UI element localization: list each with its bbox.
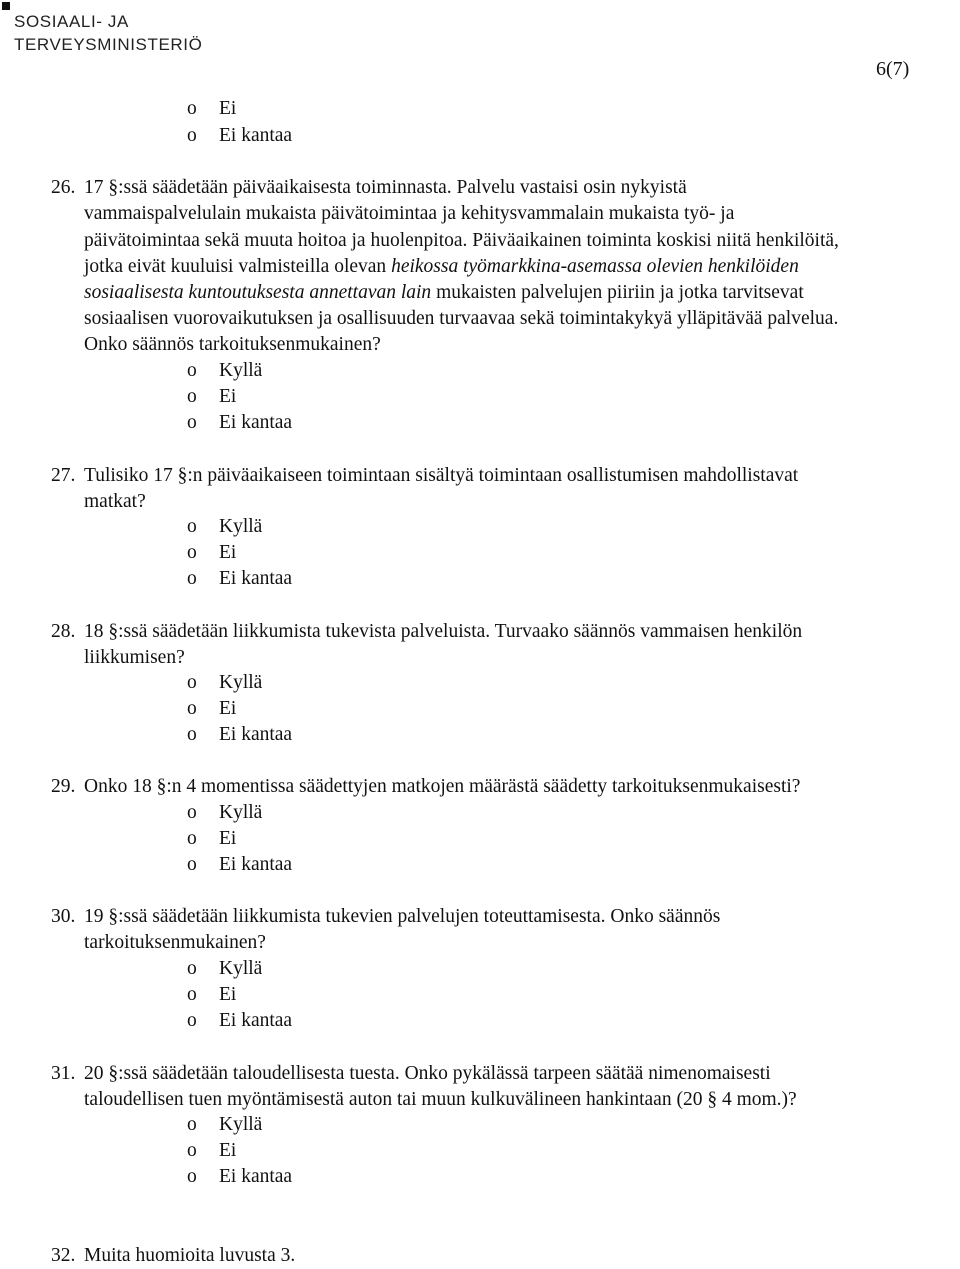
logo-line-1: SOSIAALI- JA	[14, 12, 129, 31]
q31-option-ei[interactable]: o Ei	[187, 1140, 237, 1161]
q28-option-kylla[interactable]: o Kyllä	[187, 672, 263, 693]
option-ei-kantaa[interactable]: o Ei kantaa	[187, 125, 293, 146]
q28-option-ei[interactable]: o Ei	[187, 698, 237, 719]
option-ei[interactable]: o Ei	[187, 98, 237, 119]
question-30-line-2: tarkoituksenmukainen?	[84, 932, 266, 953]
q26-option-ei-kantaa[interactable]: o Ei kantaa	[187, 412, 293, 433]
q29-option-ei[interactable]: o Ei	[187, 828, 237, 849]
question-26-line-5: sosiaalisesta kuntoutuksesta annettavan lain mukaisten palvelujen piiriin ja jotka tarvitsevat	[84, 282, 804, 303]
logo-line-2: TERVEYSMINISTERIÖ	[14, 35, 203, 54]
q30-option-ei-kantaa[interactable]: o Ei kantaa	[187, 1010, 293, 1031]
logo-square-icon	[2, 2, 10, 10]
q27-option-ei[interactable]: o Ei	[187, 542, 237, 563]
q27-option-kylla[interactable]: o Kyllä	[187, 516, 263, 537]
q27-option-ei-kantaa[interactable]: o Ei kantaa	[187, 568, 293, 589]
q31-option-kylla[interactable]: o Kyllä	[187, 1114, 263, 1135]
q28-option-ei-kantaa[interactable]: o Ei kantaa	[187, 724, 293, 745]
question-27: 27. Tulisiko 17 §:n päiväaikaiseen toimintaan sisältyä toimintaan osallistumisen mahdollistavat	[51, 465, 799, 486]
q30-option-ei[interactable]: o Ei	[187, 984, 237, 1005]
question-29: 29. Onko 18 §:n 4 momentissa säädettyjen matkojen määrästä säädetty tarkoituksenmukaisesti?	[51, 776, 801, 797]
q26-option-ei[interactable]: o Ei	[187, 386, 237, 407]
question-26-line-7: Onko säännös tarkoituksenmukainen?	[84, 334, 381, 355]
question-30: 30. 19 §:ssä säädetään liikkumista tukevien palvelujen toteuttamisesta. Onko säännös	[51, 906, 721, 927]
question-27-line-2: matkat?	[84, 491, 146, 512]
q30-option-kylla[interactable]: o Kyllä	[187, 958, 263, 979]
question-31-line-2: taloudellisen tuen myöntämisestä auton tai muun kulkuvälineen hankintaan (20 § 4 mom.)?	[84, 1089, 797, 1110]
q31-option-ei-kantaa[interactable]: o Ei kantaa	[187, 1166, 293, 1187]
question-28: 28. 18 §:ssä säädetään liikkumista tukevista palveluista. Turvaako säännös vammaisen henkilön	[51, 621, 803, 642]
q29-option-kylla[interactable]: o Kyllä	[187, 802, 263, 823]
question-26-line-3: päivätoimintaa sekä muuta hoitoa ja huolenpitoa. Päiväaikainen toiminta koskisi niitä henkilöitä,	[84, 230, 839, 251]
question-26: 26. 17 §:ssä säädetään päiväaikaisesta toiminnasta. Palvelu vastaisi osin nykyistä	[51, 177, 687, 198]
question-31: 31. 20 §:ssä säädetään taloudellisesta tuesta. Onko pykälässä tarpeen säätää nimenomaisesti	[51, 1063, 771, 1084]
q26-option-kylla[interactable]: o Kyllä	[187, 360, 263, 381]
question-28-line-2: liikkumisen?	[84, 647, 185, 668]
question-32: 32. Muita huomioita luvusta 3.	[51, 1245, 296, 1266]
question-26-line-2: vammaispalvelulain mukaista päivätoimintaa ja kehitysvammalain mukaista työ- ja	[84, 203, 735, 224]
page-number: 6(7)	[876, 58, 910, 80]
q29-option-ei-kantaa[interactable]: o Ei kantaa	[187, 854, 293, 875]
question-26-line-6: sosiaalisen vuorovaikutuksen ja osallisuuden turvaavaa sekä toimintakykyä ylläpitävää palvelua.	[84, 308, 839, 329]
question-26-line-4: jotka eivät kuuluisi valmisteilla olevan heikossa työmarkkina-asemassa olevien henkilöiden	[84, 256, 799, 277]
